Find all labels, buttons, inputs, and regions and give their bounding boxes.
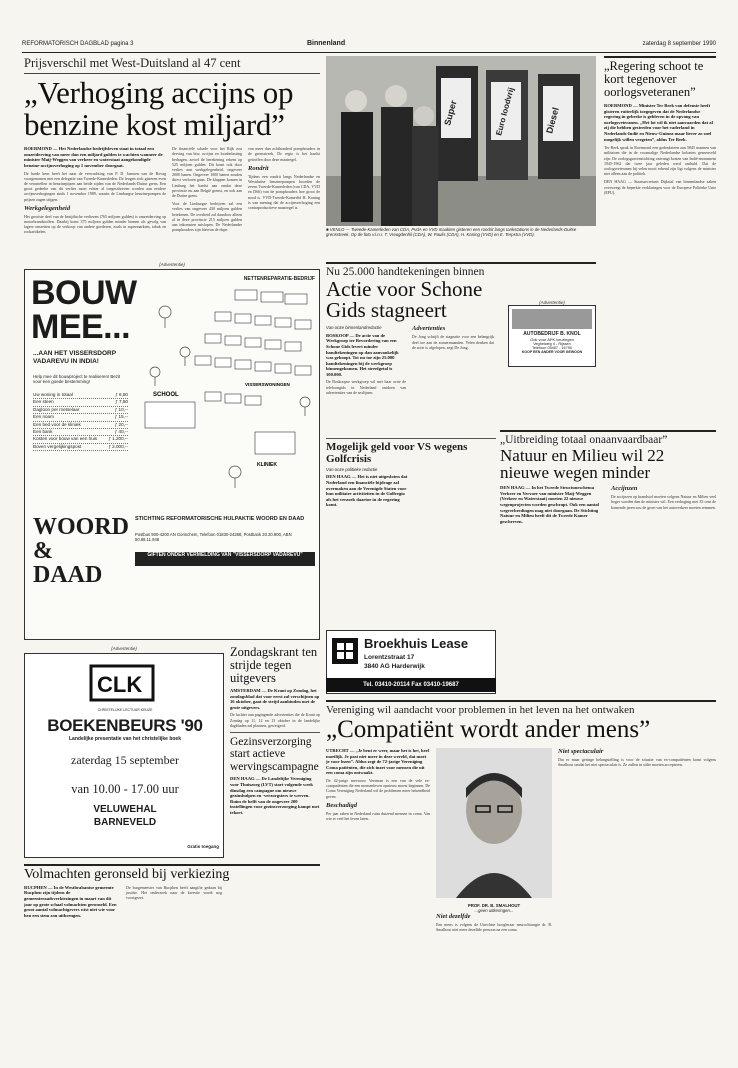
price-row [33,414,128,421]
regering-text: Ter Beek sprak in Roermond een gedenksteen aan 5845 mannen van militairen die in de voormalige Nederlandse kolonies gesneuveld zijn. De oorlogsgravenstichting ontvangt kosten van Indië-monument 1945-1962 dat twee jaar geleden werd onthuld. Dat de oorlogsveteranen bij velen nooit erkend zijn ligt volgens de minister niet alleen aan de politiek. [604,145,716,177]
broekhuis-logo-icon [332,638,358,664]
bouw-ad-box [24,269,320,640]
price-label: Een noam [33,414,54,420]
compatient-article [326,700,716,1026]
boeken-venue2: BARNEVELD [93,817,157,828]
bouw-foundation: STICHTING REFORMATORISCHE HULPAKTIE WOORD EN DAAD [135,516,305,522]
natuur-article [500,430,716,660]
regering-article [604,56,716,416]
boeken-subtitle: Landelijke presentatie van het christelijke boek [69,736,181,742]
golf-intro: DEN HAAG — Het is niet uitgesloten dat Nederland een financiële bijdrage zal overmaken aan de Verenigde Staten voor hun militaire activiteiten in de Golfregio als het verzoek daartoe in de regering komt. [326,474,408,508]
price-label: Een bed voor de kliniek [33,421,81,427]
lead-kicker: Prijsverschil met West-Duitsland al 47 cent [24,56,241,70]
price-value: ƒ 1.200,-- [108,436,128,442]
compatient-text3: Een mens is volgens de Utrechtse hoogleraar neurochirurgie dr. B. Smalhout niet meer dezelfde persoon na een coma. [436,922,552,933]
compatient-sub2: Niet dezelfde [436,913,471,920]
natuur-intro: DEN HAAG — In het Tweede Structuurschema Verkeer en Vervoer van minister Maij-Weggen (Verkeer en Waterstaat) moeten 22 nieuwe wegenprojecten worden geschrapt. Ook een aantal wegverbredingen mag niet doorgaan. De Stichting Natuur en Milieu heeft dit de Tweede Kamer geschreven. [500,485,599,524]
gids-rule [326,262,596,264]
zondag-article [230,646,320,858]
gids-headline: Actie voor Schone Gids stagneert [326,276,483,322]
clk-logo [85,660,165,708]
price-label: Een bank [33,429,53,435]
portrait-illustration [436,748,552,898]
clk-logo-shape [85,660,165,708]
price-value: ƒ 6,50 [115,392,128,397]
volmachten-text: De burgemeester van Rucphen heeft aangifte gedaan bij justitie. Het onderzoek naar de kwestie wordt nog voortgezet. [126,884,222,901]
regering-headline: „Regering schoot te kort tegenover oorlogsveteranen” [604,59,704,99]
bouw-foundation-addr: Postbus 900-4200 AN Gorinchem, Telefoon 01830-24288, Postbank 20.20.900, ABN 50.68.11.948 [135,532,292,543]
gezins-headline: Gezinsverzorging start actieve wervingscampagne [230,735,319,773]
knol-ad-tag: (Advertentie) [539,300,565,305]
broekhuis-name: Broekhuis Lease [364,636,469,651]
lead-col2b-text: Voor de Limburgse bedrijven zal een verlies van ongeveer 430 miljoen gulden betekenen. De overheid zal daardoor alleen al in deze provincie 215 miljoen gulden aan inkomsten mislopen. De Nederlandse pomphouders zijn hiervan de dupe. [172,201,242,233]
volmachten-col-1 [24,885,120,919]
boeken-entry: Gratis toegang [187,844,219,849]
lead-sub-rondrit: Rondrit [248,164,269,172]
gids-intro: BOSKOOP — De actie van de Werkgroep ter Bevordering van een Schone Gids levert minder handtekeningen op dan aanvankelijk was gehoopt. Tot nu toe zijn 25.000 handtekeningen bij de werkgroep binnengekomen. Het streefgetal is 100.000. [326,332,399,377]
gezins-intro: DEN HAAG — De Landelijke Vereniging voor Thuiszorg (LVT) start volgende week dinsdag een campagne om nieuwe gezinshulpen en -verzorgsters te werven. Ruim de helft van de ongeveer 200 instellingen voor gezinsverzorging kampt met tekort. [230,776,320,816]
price-row [33,422,128,429]
masthead-paper: REFORMATORISCH DAGBLAD pagina 3 [22,41,134,47]
compatient-text: De 42-jarige mevrouw Veerman is een van de vele ex-compatiënten die een mensenleven opnieuw moest beginnen. De Coma Vereniging Nederland wil de problemen meer bekendheid geven. [326,777,430,799]
knol-ad-sub: Ook voor APK keuringen [530,337,574,342]
lead-col1b-text: Het grootste deel van de bezijdische verliezen (765 miljoen gulden) is omzetderving op motorbrandstoffen. Daarbij komt 375 miljoen gulden minder binnen als gevolg van lagere omzetten op de verkoop van andere goederen, zoals in supermarkten, tabak en rookartikelen. [24,213,166,235]
volmachten-headline: Volmachten geronseld bij verkiezing [24,866,230,882]
boeken-time: van 10.00 - 17.00 uur [71,782,179,796]
compatient-text2: Per jaar raken in Nederland ruim duizend mensen in coma. Van wie er veel het leven laten. [326,810,430,821]
knol-ad-title: AUTOBEDRIJF B. KNOL [523,331,581,337]
golf-byline: Van onze politieke redactie [326,467,378,472]
price-label: Een steen [33,399,54,405]
compatient-rule [326,700,716,702]
pump-label-super: Super [442,99,459,127]
compatient-col-2 [436,910,552,932]
compatient-kicker: Vereniging wil aandacht voor problemen in het leven na het ontwaken [326,703,635,716]
lead-col-1 [24,146,166,234]
volmachten-intro: RUCPHEN — In de Westbrabantse gemeente Rucphen zijn tijdens de gemeenteraadsverkiezingen in maart van dit jaar op grote schaal volmachten geronseld. Een groot aantal volmachtgevers wist niet wie voor hen een stem zou uitbrengen. [24,884,117,918]
natuur-col-2 [611,485,716,524]
pump-label-euro: Euro loodvrij [494,86,516,137]
golf-headline: Mogelijk geld voor VS wegens Golfcrisis [326,441,468,465]
gids-kicker: Nu 25.000 handtekeningen binnen [326,265,485,278]
map-label-houses: VISSERSWONINGEN [245,382,290,387]
lead-col1-text: De harde kern heeft het naar de verwachting van P. D. Janssen van de Bovag voorgenomen met een delegatie van Tweede-Kamerleden. De leugen zich gisteren even de verontellen in benzinepijzen aan beide zijden van de Nederlands-Duitse grens. Een groot gedeelte van dit verlies moet echter al toegeschreven worden aan eerdere accijnsverhogingen sinds 1 november 1989, waarin de Limburgse benzinepompen de prijzen zagen stijgen. [24,170,166,202]
map-illustration [135,282,315,502]
price-value: ƒ 40,-- [114,429,128,435]
lead-col2-text: De financiële schade voor het Rijk zou derving van btw, accijns en loonbelasting bedragen, zowel de berekening rekent op 525 miljoen gulden. Dit komt ook door verlies aan werkgelegenheid, ongeveer 2000 banen. Ongeveer 1000 banen zouden direct verloren gaan. De klappen komen in Limburg het hardst aan omdat deze provincie nu aan België grenst, en ook aan de Duitse grens. [172,146,242,199]
pump-label-diesel: Diesel [544,106,561,135]
price-value: ƒ 20,-- [114,421,128,427]
bouw-ad-tag: (Advertentie) [159,262,185,267]
masthead-date: zaterdag 8 september 1990 [642,41,716,47]
broekhuis-ad [326,630,496,694]
masthead-section: Binnenland [307,40,346,47]
price-value: ƒ 15,-- [114,414,128,420]
natuur-text: De accijnzen op brandstof moeten volgens Natuur en Milieu veel hoger worden dan de minister wil. Een verhoging met 35 cent de komende jaren zou de groei van het autoverkeer moeten remmen. [611,494,716,510]
bouw-ad-prices [33,392,128,451]
volmachten-article [24,864,320,1026]
knol-ad-phone: Telefoon 05487 - 16790 [532,346,572,350]
gids-col-2 [412,325,494,395]
lead-col3b-text: Tijdens een rondrit langs Nederlandse en Westduitse benzinepompen hoorden de zeven Tweede-Kamerleden (van CDA, VVD en D66) van de pomphouders hoe groot de nood is. VVD-Tweede-Kamerlid H. Koning is van mening dat de accijnsverhoging een contraproductieve maatregel is. [248,173,320,211]
map-label-kliniek: KLINIEK [257,462,277,468]
price-row [33,436,128,443]
lead-article [24,56,320,256]
boeken-title: BOEKENBEURS '90 [47,716,203,735]
volmachten-col-2 [126,885,222,919]
lead-col-2 [172,146,242,234]
gids-text2: De Jong schrijft de stagnatie voor een belangrijk deel toe aan de zomermaanden. Velen denken dat de actie is afgelopen, zegt De Jong. [412,334,494,350]
lead-col3-text: van meer dan achthonderd pomphouders in de grensstreek. De regio is het hardst getroffen door deze maatregel. [248,146,320,162]
natuur-rule [500,430,716,432]
zondag-headline: Zondagskrant ten strijde tegen uitgevers [230,646,318,685]
bouw-banner: GIFTEN ONDER VERMELDING VAN "VISSERSDORP VADAREVU" [135,552,315,566]
lead-sub-werk: Werkgelegenheid [24,204,71,212]
map-label-school: SCHOOL [153,392,179,398]
zondag-rule [230,732,320,733]
knol-ad [508,300,596,370]
zondag-intro: AMSTERDAM — De Krant op Zondag, het zondagsblad dat voor eerst zal verschijnen op 16 oktober, gaat de strijd aanbinden met de grote uitgevers. [230,688,320,710]
price-row [33,444,128,451]
volmachten-columns [24,885,320,919]
price-label: Kosten voor bouw van een huis [33,436,98,442]
rondrit-photo [326,56,596,256]
bouw-ad-map [135,276,315,506]
compatient-sub1: Beschadigd [326,801,358,809]
boeken-ad-tag: (Advertentie) [111,646,137,651]
price-label: Uw woning in totaal [33,392,73,397]
price-row [33,407,128,414]
price-label: Dagloon per metselaar [33,406,80,412]
woord-daad-logo: WOORD & DAAD [33,514,129,588]
masthead [22,38,716,53]
gids-byline: Van onze binnenlandredactie [326,325,382,331]
knol-ad-box [508,305,596,367]
bouw-ad [24,262,320,640]
bouw-ad-title: BOUW MEE... [31,274,137,346]
golf-rule [326,438,496,439]
natuur-sub: Accijnzen [611,485,638,493]
boeken-date: zaterdag 15 september [71,753,179,767]
bouw-ad-subtitle: ...AAN HET VISSERSDORP VADAREVU IN INDIA! [33,350,116,365]
broekhuis-ad-box [326,630,496,694]
volmachten-rule [24,864,320,866]
natuur-col-1 [500,485,605,524]
price-row [33,429,128,436]
photo-caption: ■ VENLO — Tweede-Kamerleden van CDA, PvdA en VVD maakten gisteren een rondrit langs tankstations in de Nederlands-Duitse grensstreek. Op de foto v.l.n.r. T. Vreugdenhil (CDA), W. Paulis (CDA), H. Koning (VVD) en E. Terpstra (VVD). [326,226,596,256]
gids-text: De Boskoopse werkgroep wil met haar actie de telefoongids in Nederland ontdoen van advertenties van de sexlijnen. [326,379,406,395]
golf-article [326,438,496,538]
price-value: ƒ 10,-- [114,406,128,412]
compatient-sub3: Niet spectaculair [558,748,604,755]
price-value: ƒ 7,50 [115,399,128,405]
knol-ad-address: Veghelweg 4 - Rijssen [533,342,571,346]
lead-intro: ROERMOND — Het Nederlandse bedrijfsleven staat in totaal een omzetderving van meer dan een miljard gulden te wachten wanneer de minister Maij-Weggen van verkeer en waterstaat aangekondigde benzine-accijnsverhoging op 1 november doorgaat. [24,146,163,168]
price-value: ƒ 2.000,-- [108,443,128,449]
compatient-col-3 [558,748,716,767]
regering-intro: ROERMOND — Minister Ter Beek van defensie heeft gisteren ruiterlijk toegegeven dat de Nederlandse regering in gebreke is gebleven in de opvang van oorlogsveteranen. „Het lot wil ik niet aanvaarden dat al zij die hebben gestreden voor het vaderland in Nederlands-Indië en Nieuw-Guinea maar liever zo snel mogelijk willen vergeten”, aldus Ter Beek. [604,103,713,142]
boeken-ad [24,646,224,858]
lead-headline: „Verhoging accijns op benzine kost miljard” [24,75,294,142]
knol-ad-photo [512,309,592,329]
gids-col-1 [326,325,406,395]
gids-sub: Advertenties [412,325,446,333]
compatient-intro: UTRECHT — „Je bent er weer, maar het is het, heel moeilijk. Je past niet meer in deze wereld, dat moet je voor lezen”. Aldus zegt de 72-jarige Vereniging Coma patiënten, die zich inzet voor mensen die uit een coma zijn ontwaakt. [326,748,429,776]
compatient-text4: Dat er maar geringe belangstelling is voor de situatie van ex-compatiënten komt volgens Smalhout omdat het niet spectaculair is. Ze zullen in stilte moeten accepteren. [558,757,716,768]
lead-col-3 [248,146,320,234]
natuur-kicker: „Uitbreiding totaal onaanvaardbaar” [500,433,668,446]
natuur-columns [500,485,716,524]
smalhout-caption: PROF. DR. B. SMALHOUT [467,903,521,908]
regering-rule [604,56,716,58]
broekhuis-city: 3840 AG Harderwijk [364,663,425,670]
clk-logo-small: CHRISTELIJKE LECTUUR KEUZE [97,708,153,712]
price-row [33,392,128,399]
price-row [33,399,128,406]
smalhout-caption-sub: ...geen uitkeringen... [474,908,514,914]
regering-sub: DEN HAAG — Staatssecretaris Dijkstal van binnenlandse zaken overweegt de beperkte verklaringen voor de Europese Politieke Unie (EPU). [604,179,716,195]
natuur-headline: Natuur en Milieu wil 22 nieuwe wegen minder [500,445,665,482]
clk-logo-text: CLK [97,672,143,697]
knol-ad-footer: KOOP EEN ANDER VOOR GEWOON [521,350,583,354]
compatient-col-1 [326,748,430,821]
boeken-venue1: VELUWEHAL [93,804,157,815]
price-label: Boven vergelijkingspost [33,443,82,449]
zondag-text: De luchter aan pagingende advertenties die de Krant op Zondag op 11, 12 en 13 oktober in de landelijke dagbladen zal plaatsen, geweigerd. [230,712,320,728]
broekhuis-phone: Tel. 03410-20114 Fax 03410-19687 [326,678,496,692]
broekhuis-street: Lorentzstraat 17 [364,654,415,661]
map-title: NETTENREPARATIE-BEDRIJF [243,276,315,282]
compatient-headline: „Compatiënt wordt ander mens” [326,715,651,743]
kicker-rule [24,73,320,74]
boeken-ad-box [24,653,224,858]
bouw-ad-intro: Help mee dit bouwproject te realiseren! Bezit voor een goede bestemming! [33,374,121,385]
lead-columns [24,146,320,234]
